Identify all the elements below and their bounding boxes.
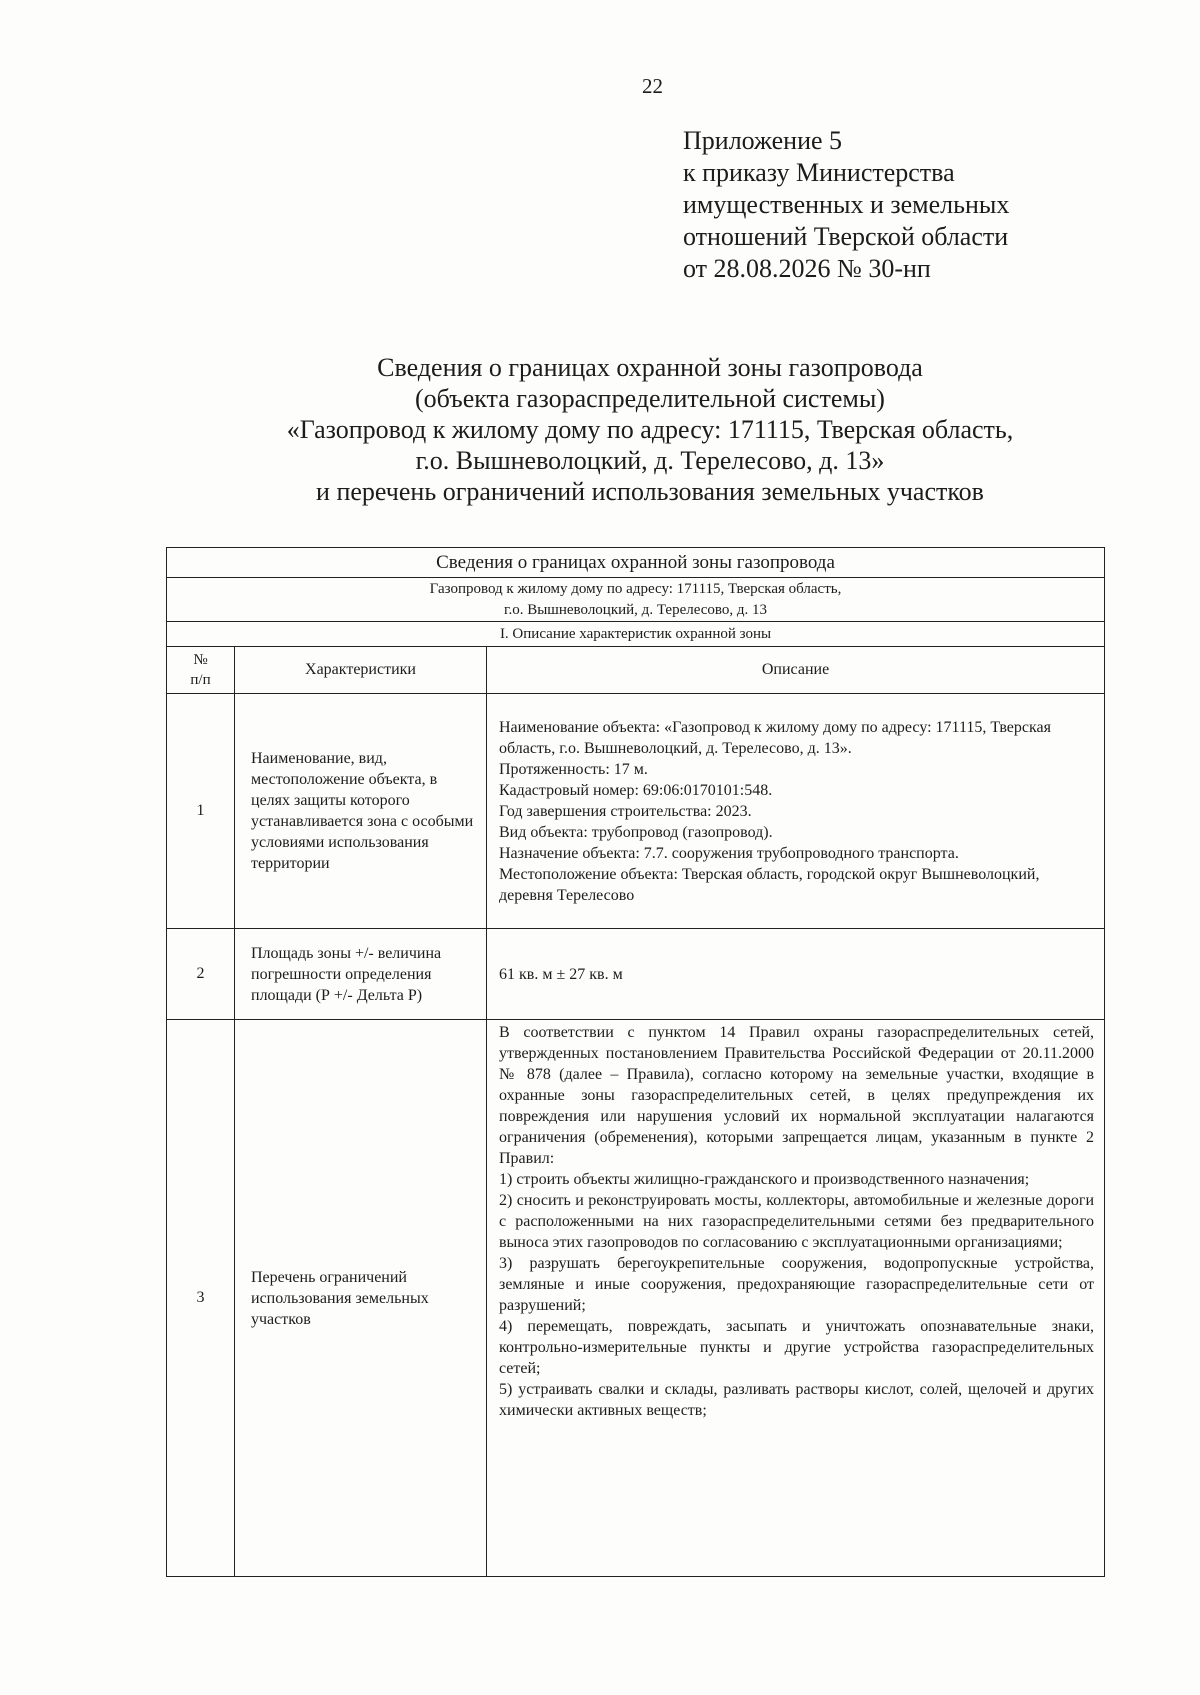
title-line: «Газопровод к жилому дому по адресу: 171115, Тверская область, <box>286 415 1014 444</box>
appendix-block <box>683 125 1009 285</box>
appendix-line: Приложение 5 <box>683 126 843 155</box>
column-number-abbr: п/п <box>190 672 211 688</box>
restriction-item: 4) перемещать, повреждать, засыпать и уничтожать опознавательные знаки, контрольно-измерительные пункты и другие устройства газораспределительных сетей; <box>499 1318 1095 1377</box>
table-row <box>167 929 1105 1020</box>
row-characteristic: Наименование, вид, местоположение объекта, в целях защиты которого устанавливается зона с особыми условиями использования территории <box>235 694 487 929</box>
column-number-sign: № <box>193 652 208 668</box>
table-row <box>167 1020 1105 1577</box>
appendix-line: имущественных и земельных <box>683 190 1010 219</box>
table-row <box>167 694 1105 929</box>
description-line: Кадастровый номер: 69:06:0170101:548. <box>499 781 773 799</box>
row-description <box>487 929 1105 1020</box>
appendix-line: к приказу Министерства <box>683 158 955 187</box>
restriction-item: 3) разрушать берегоукрепительные сооружения, водопропускные устройства, земляные и иные сооружения, предохраняющие газораспределительные сети от разрушений; <box>499 1255 1095 1314</box>
description-paragraph: В соответствии с пунктом 14 Правил охраны газораспределительных сетей, утвержденных постановлением Правительства Российской Федерации от 20.11.2000 № 878 (далее – Правила), согласно которому на земельные участки, входящие в охранные зоны газораспределительных сетей, в целях предупреждения их повреждения или нарушения условий их нормальной эксплуатации налагаются ограничения (обременения), которыми запрещается лицам, указанным в пункте 2 Правил: <box>499 1024 1095 1167</box>
row-description <box>487 694 1105 929</box>
table-main-header: Сведения о границах охранной зоны газопровода <box>167 548 1105 578</box>
row-characteristic: Перечень ограничений использования земельных участков <box>235 1020 487 1577</box>
column-header-description: Описание <box>487 647 1105 694</box>
description-line: Местоположение объекта: Тверская область, городской округ Вышневолоцкий, деревня Терелесово <box>499 865 1040 904</box>
appendix-line: отношений Тверской области <box>683 222 1009 251</box>
description-line: Год завершения строительства: 2023. <box>499 802 752 820</box>
title-line: Сведения о границах охранной зоны газопровода <box>377 353 923 382</box>
title-line: и перечень ограничений использования земельных участков <box>316 477 984 506</box>
row-number: 3 <box>167 1020 235 1577</box>
restriction-item: 1) строить объекты жилищно-гражданского и производственного назначения; <box>499 1171 1030 1188</box>
object-header-line: Газопровод к жилому дому по адресу: 171115, Тверская область, <box>429 580 842 597</box>
description-line: 61 кв. м ± 27 кв. м <box>499 965 623 983</box>
page-number: 22 <box>642 74 663 98</box>
description-line: Наименование объекта: «Газопровод к жилому дому по адресу: 171115, Тверская область, г.о. Вышневолоцкий, д. Терелесово, д. 13». <box>499 718 1051 757</box>
description-line: Протяженность: 17 м. <box>499 760 648 778</box>
appendix-line: от 28.08.2026 № 30-нп <box>683 254 931 283</box>
table-object-header <box>167 578 1105 622</box>
restriction-item: 5) устраивать свалки и склады, разливать растворы кислот, солей, щелочей и других химически активных веществ; <box>499 1381 1095 1419</box>
row-description <box>487 1020 1105 1577</box>
object-header-line: г.о. Вышневолоцкий, д. Терелесово, д. 13 <box>504 601 768 618</box>
row-number: 2 <box>167 929 235 1020</box>
document-title <box>150 352 1150 507</box>
protection-zone-table <box>166 547 1104 1577</box>
title-line: (объекта газораспределительной системы) <box>415 384 885 413</box>
row-number: 1 <box>167 694 235 929</box>
section-header: I. Описание характеристик охранной зоны <box>167 622 1105 647</box>
title-line: г.о. Вышневолоцкий, д. Терелесово, д. 13» <box>415 446 885 475</box>
description-line: Вид объекта: трубопровод (газопровод). <box>499 823 773 841</box>
column-header-characteristics: Характеристики <box>235 647 487 694</box>
column-header-number <box>167 647 235 694</box>
row-characteristic: Площадь зоны +/- величина погрешности определения площади (Р +/- Дельта Р) <box>235 929 487 1020</box>
restriction-item: 2) сносить и реконструировать мосты, коллекторы, автомобильные и железные дороги с расположенными на них газораспределительными сетями без предварительного выноса этих газопроводов по согласованию с эксплуатационными организациями; <box>499 1192 1095 1251</box>
description-line: Назначение объекта: 7.7. сооружения трубопроводного транспорта. <box>499 844 959 862</box>
